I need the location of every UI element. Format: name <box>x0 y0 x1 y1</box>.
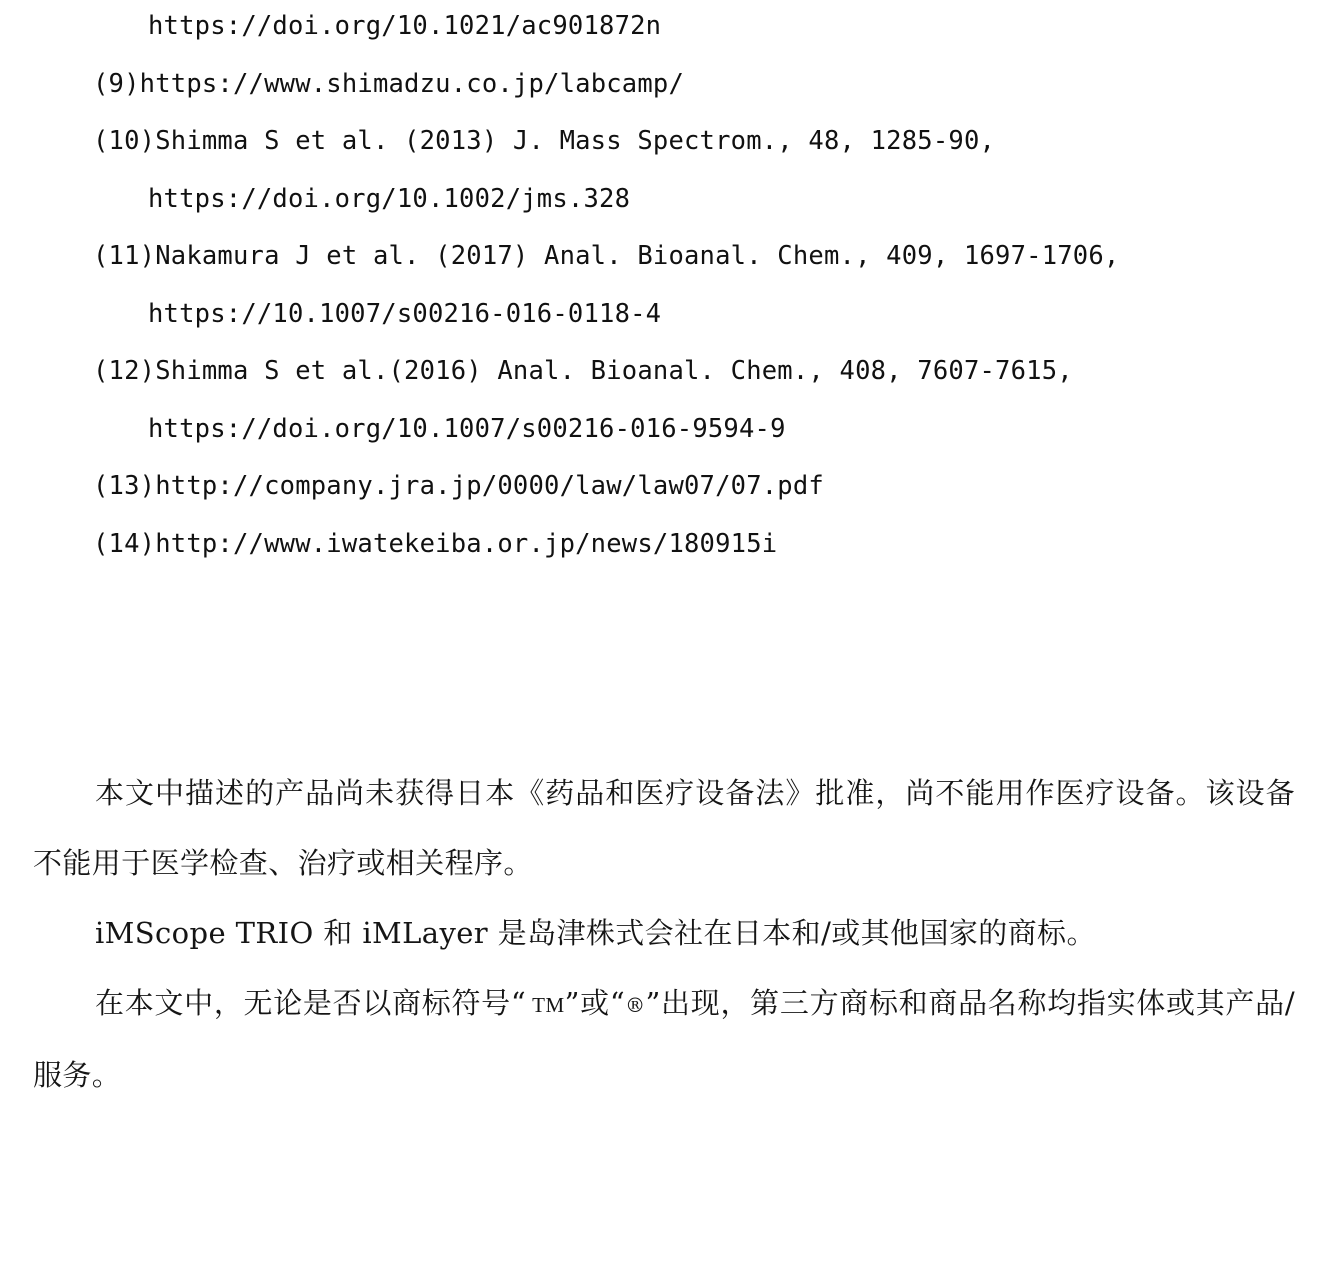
third-party-trademark-paragraph <box>33 968 1295 1110</box>
reference-item <box>0 68 1323 99</box>
reference-list <box>0 0 1323 559</box>
reference-continuation-url: https://doi.org/10.1007/s00216-016-9594-9 <box>148 413 786 444</box>
reference-continuation-url: https://10.1007/s00216-016-0118-4 <box>148 298 662 329</box>
third-party-prefix-text: 在本文中，无论是否以商标符号“ <box>95 986 527 1020</box>
reference-number: (9) <box>93 68 140 99</box>
reference-item <box>0 528 1323 559</box>
reference-orphan-url: https://doi.org/10.1021/ac901872n <box>148 11 662 41</box>
reference-item <box>0 241 1323 271</box>
third-party-middle-text: ”或“ <box>564 986 626 1020</box>
reference-number: (10) <box>93 126 156 156</box>
reference-number: (12) <box>93 356 156 386</box>
reference-number: (11) <box>93 241 156 271</box>
reference-item <box>0 356 1323 386</box>
reference-continuation-url: https://doi.org/10.1002/jms.328 <box>148 183 631 214</box>
reference-item <box>0 471 1323 501</box>
reference-text: https://www.shimadzu.co.jp/labcamp/ <box>139 68 685 99</box>
reference-text: http://company.jra.jp/0000/law/law07/07.pdf <box>155 471 824 501</box>
third-party-suffix-text: ”出现，第三方商标和商品名称均指实体或其产品/服务。 <box>33 986 1295 1092</box>
regulatory-notice-paragraph: 本文中描述的产品尚未获得日本《药品和医疗设备法》批准，尚不能用作医疗设备。该设备不能用于医学检查、治疗或相关程序。 <box>33 776 1295 880</box>
reference-text: http://www.iwatekeiba.or.jp/news/180915i <box>155 528 778 559</box>
reference-text: Nakamura J et al. (2017) Anal. Bioanal. Chem., 409, 1697-1706, <box>155 241 1120 271</box>
trademark-registered-symbol: ® <box>625 993 646 1017</box>
reference-number: (13) <box>93 471 156 501</box>
disclaimer-block <box>33 758 1295 1110</box>
trademark-notice-paragraph: iMScope TRIO 和 iMLayer 是岛津株式会社在日本和/或其他国家的商标。 <box>95 916 1096 950</box>
trademark-tm-symbol: TM <box>526 993 565 1017</box>
reference-number: (14) <box>93 528 156 559</box>
reference-text: Shimma S et al. (2013) J. Mass Spectrom., 48, 1285-90, <box>155 126 996 156</box>
reference-item <box>0 126 1323 156</box>
reference-text: Shimma S et al.(2016) Anal. Bioanal. Chem., 408, 7607-7615, <box>155 356 1073 386</box>
